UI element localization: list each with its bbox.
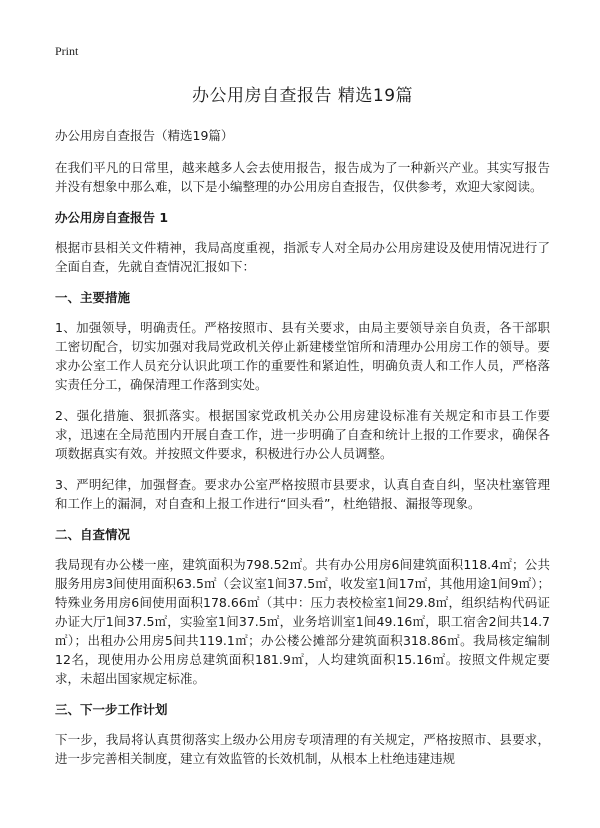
measure-paragraph-3: 3、严明纪律，加强督查。要求办公室严格按照市县要求，认真自查自纠，坚决杜塞管理和工作上的漏洞，对自查和上报工作进行“回头看”，杜绝错报、漏报等现象。 xyxy=(55,477,550,511)
document-subtitle: 办公用房自查报告（精选19篇） xyxy=(55,128,234,143)
opening-paragraph: 根据市县相关文件精神，我局高度重视，指派专人对全局办公用房建设及使用情况进行了全面自查，先就自查情况汇报如下： xyxy=(55,240,550,274)
page-title: 办公用房自查报告 精选19篇 xyxy=(191,86,414,106)
section-heading-measures: 一、主要措施 xyxy=(55,290,131,305)
measure-paragraph-1: 1、加强领导，明确责任。严格按照市、县有关要求，由局主要领导亲自负责，各干部职工密切配合，切实加强对我局党政机关停止新建楼堂馆所和清理办公用房工作的领导。要求办公室工作人员充分认识此项工作的重要性和紧迫性，明确负责人和工作人员，严格落实责任分工，确保清理工作落到实处。 xyxy=(55,320,550,392)
measure-paragraph-2: 2、强化措施、狠抓落实。根据国家党政机关办公用房建设标准有关规定和市县工作要求，迅速在全局范围内开展自查工作，进一步明确了自查和统计上报的工作要求，确保各项数据真实有效。并按照文件要求，积极进行办公人员调整。 xyxy=(55,408,550,461)
section-heading-self-check: 二、自查情况 xyxy=(55,527,131,542)
next-steps-paragraph: 下一步，我局将认真贯彻落实上级办公用房专项清理的有关规定，严格按照市、县要求，进一步完善相关制度，建立有效监管的长效机制，从根本上杜绝违建违规 xyxy=(55,732,550,766)
intro-paragraph: 在我们平凡的日常里，越来越多人会去使用报告，报告成为了一种新兴产业。其实写报告并没有想象中那么难，以下是小编整理的办公用房自查报告，仅供参考，欢迎大家阅读。 xyxy=(55,160,550,194)
section-heading-next-steps: 三、下一步工作计划 xyxy=(55,702,168,717)
self-check-paragraph: 我局现有办公楼一座，建筑面积为798.52㎡。共有办公用房6间建筑面积118.4㎡；公共服务用房3间使用面积63.5㎡（会议室1间37.5㎡，收发室1间17㎡，其他用途1间9㎡）；特殊业务用房6间使用面积178.66㎡（其中：压力表校检室1间29.8㎡，组织结构代码证办证大厅1间37.5㎡，实验室1间37.5㎡，业务培训室1间49.16㎡，职工宿舍2间共14.7㎡）；出租办公用房5间共119.1㎡；办公楼公摊部分建筑面积318.86㎡。我局核定编制12名，现使用办公用房总建筑面积181.9㎡，人均建筑面积15.16㎡。按照文件规定要求，未超出国家规定标准。 xyxy=(55,557,550,686)
print-label: Print xyxy=(55,44,79,58)
report-section-title: 办公用房自查报告 1 xyxy=(55,210,169,225)
